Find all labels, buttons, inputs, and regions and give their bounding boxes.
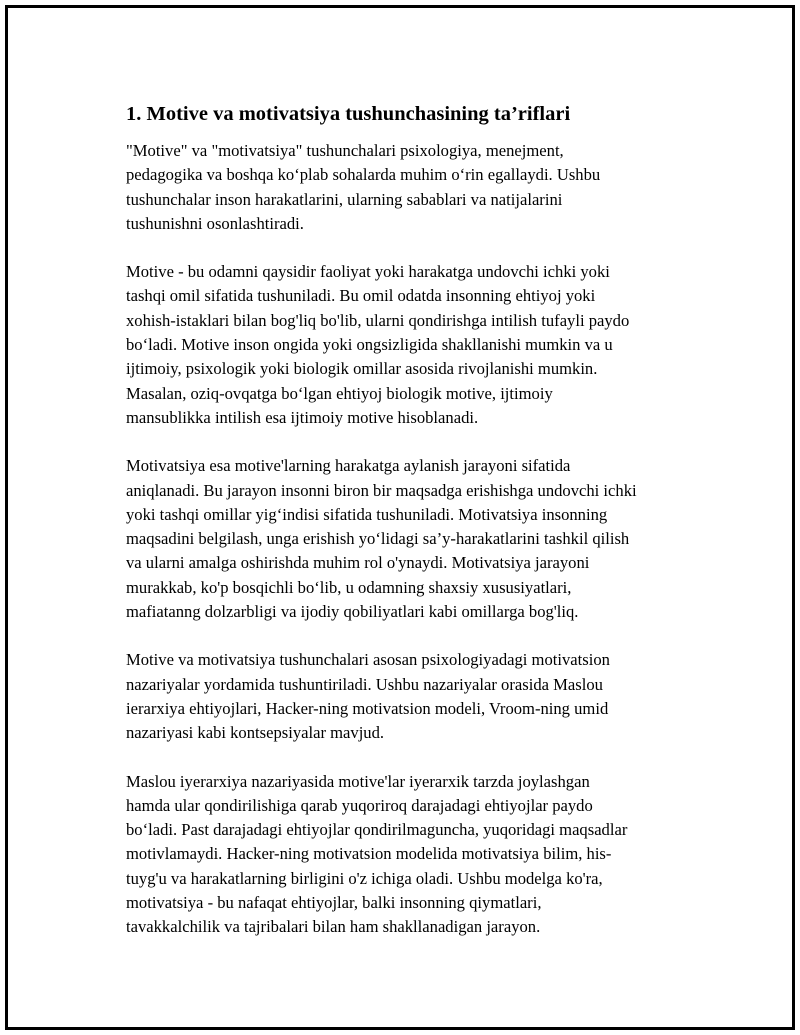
paragraph-line: nazariyasi kabi kontsepsiyalar mavjud.	[126, 723, 385, 743]
paragraph-line: Motive va motivatsiya tushunchalari asosan psixologiyadagi motivatsion	[126, 650, 610, 670]
paragraph-line: va ularni amalga oshirishda muhim rol o'ynaydi. Motivatsiya jarayoni	[126, 553, 590, 573]
paragraph-line: tuyg'u va harakatlarning birligini o'z ichiga oladi. Ushbu modelga ko'ra,	[126, 868, 603, 888]
paragraph-line: tushunchalar inson harakatlarini, ularning sabablari va natijalarini	[126, 189, 563, 209]
paragraph-line: aniqlanadi. Bu jarayon insonni biron bir maqsadga erishishga undovchi ichki	[126, 480, 637, 500]
paragraph-line: motivlamaydi. Hacker-ning motivatsion modelida motivatsiya bilim, his-	[126, 844, 612, 864]
paragraph-line: bo‘ladi. Past darajadagi ehtiyojlar qondirilmaguncha, yuqoridagi maqsadlar	[126, 820, 628, 840]
paragraph	[126, 454, 696, 624]
paragraph-line: ierarxiya ehtiyojlari, Hacker-ning motivatsion modeli, Vroom-ning umid	[126, 698, 609, 718]
paragraph-line: ijtimoiy, psixologik yoki biologik omillar asosida rivojlanishi mumkin.	[126, 359, 598, 379]
paragraph-line: "Motive" va "motivatsiya" tushunchalari psixologiya, menejment,	[126, 141, 564, 160]
page-frame	[5, 5, 795, 1030]
paragraph-line: tushunishni osonlashtiradi.	[126, 213, 304, 233]
section-heading: 1. Motive va motivatsiya tushunchasining ta’riflari	[126, 103, 571, 125]
paragraph-line: maqsadini belgilash, unga erishish yo‘lidagi sa’y-harakatlarini tashkil qilish	[126, 529, 630, 549]
paragraph-line: Maslou iyerarxiya nazariyasida motive'lar iyerarxik tarzda joylashgan	[126, 771, 590, 791]
paragraph-line: Masalan, oziq-ovqatga bo‘lgan ehtiyoj biologik motive, ijtimoiy	[126, 383, 553, 403]
paragraph-line: pedagogika va boshqa ko‘plab sohalarda muhim o‘rin egallaydi. Ushbu	[126, 165, 601, 185]
document-body	[126, 100, 696, 964]
paragraph-line: nazariyalar yordamida tushuntiriladi. Ushbu nazariyalar orasida Maslou	[126, 674, 603, 694]
paragraph-line: tashqi omil sifatida tushuniladi. Bu omil odatda insonning ehtiyoj yoki	[126, 286, 596, 306]
paragraph-line: tavakkalchilik va tajribalari bilan ham shakllanadigan jarayon.	[126, 917, 541, 937]
paragraph	[126, 770, 696, 940]
paragraph-line: mansublikka intilish esa ijtimoiy motive hisoblanadi.	[126, 407, 479, 427]
paragraph	[126, 260, 696, 430]
paragraph-line: mafiatanng dolzarbligi va ijodiy qobiliyatlari kabi omillarga bog'liq.	[126, 602, 579, 622]
paragraph-line: Motive - bu odamni qaysidir faoliyat yoki harakatga undovchi ichki yoki	[126, 262, 610, 282]
paragraph-line: bo‘ladi. Motive inson ongida yoki ongsizligida shakllanishi mumkin va u	[126, 335, 613, 355]
paragraph-line: Motivatsiya esa motive'larning harakatga aylanish jarayoni sifatida	[126, 456, 571, 476]
paragraph-line: yoki tashqi omillar yig‘indisi sifatida tushuniladi. Motivatsiya insonning	[126, 504, 608, 524]
paragraph-line: xohish-istaklari bilan bog'liq bo'lib, ularni qondirishga intilish tufayli paydo	[126, 310, 630, 330]
paragraph-line: hamda ular qondirilishiga qarab yuqoriroq darajadagi ehtiyojlar paydo	[126, 795, 593, 815]
paragraph-line: murakkab, ko'p bosqichli bo‘lib, u odamning shaxsiy xususiyatlari,	[126, 577, 572, 597]
paragraph	[126, 648, 696, 745]
paragraph-line: motivatsiya - bu nafaqat ehtiyojlar, balki insonning qiymatlari,	[126, 893, 542, 913]
paragraph	[126, 139, 696, 236]
